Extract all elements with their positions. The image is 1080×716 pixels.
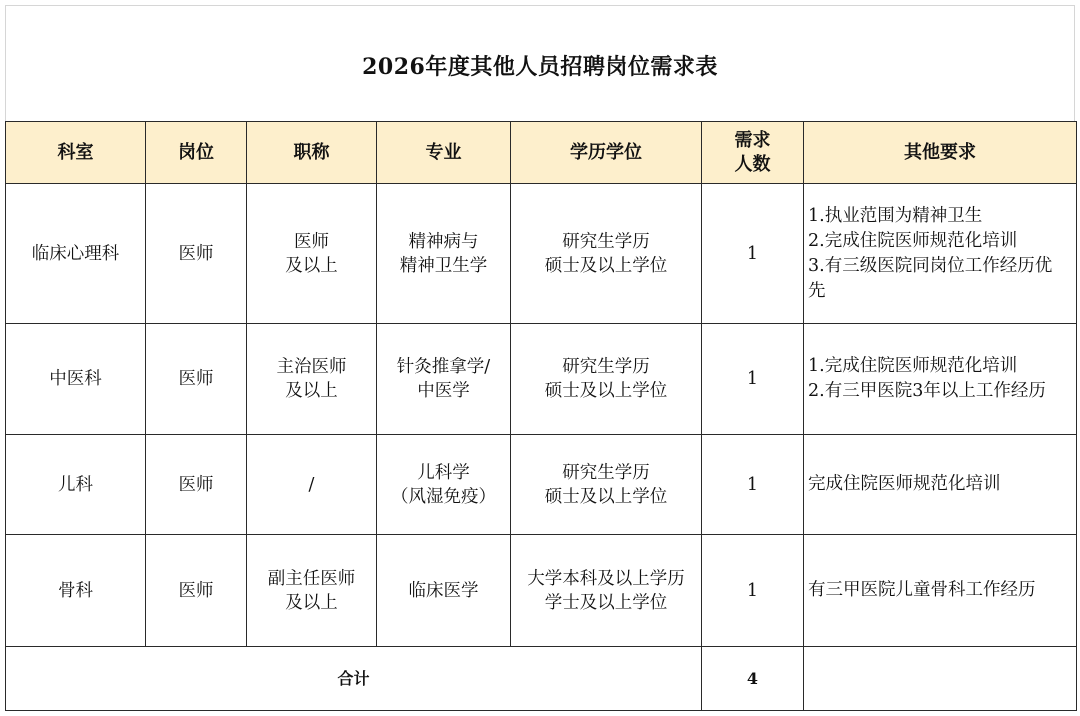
cell-other-line: 1.完成住院医师规范化培训 [808, 356, 1018, 376]
table-row [6, 324, 1077, 435]
cell-major-line: （风湿免疫） [391, 486, 496, 507]
cell-education-line: 硕士及以上学位 [544, 255, 668, 276]
header-rank: 职称 [247, 122, 377, 184]
cell-education-line: 大学本科及以上学历 [527, 568, 685, 589]
cell-other [804, 184, 1077, 324]
cell-major-line: 精神病与 [408, 231, 479, 252]
cell-rank-line: 及以上 [285, 255, 338, 276]
cell-education-line: 硕士及以上学位 [544, 486, 668, 507]
cell-major-line: 精神卫生学 [399, 255, 488, 276]
cell-rank-line: 副主任医师 [267, 568, 356, 589]
cell-major-line: 临床医学 [408, 580, 479, 601]
cell-rank-line: / [308, 474, 315, 495]
header-count-line2: 人数 [734, 153, 771, 175]
cell-rank [247, 324, 377, 435]
cell-count: 1 [702, 435, 804, 535]
cell-other-line: 2.完成住院医师规范化培训 [808, 230, 1018, 251]
header-major: 专业 [377, 122, 511, 184]
total-empty-cell [804, 647, 1077, 711]
cell-count: 1 [702, 535, 804, 647]
page-title: 2026年度其他人员招聘岗位需求表 [362, 54, 718, 80]
header-education: 学历学位 [511, 122, 702, 184]
total-row [6, 647, 1077, 711]
cell-post: 医师 [146, 535, 247, 647]
table-row [6, 184, 1077, 324]
cell-education-line: 研究生学历 [562, 357, 650, 377]
cell-count: 1 [702, 184, 804, 324]
cell-major [377, 535, 511, 647]
cell-post: 医师 [146, 324, 247, 435]
title-area [5, 5, 1075, 121]
cell-post: 医师 [146, 435, 247, 535]
cell-education-line: 研究生学历 [562, 231, 650, 252]
cell-other [804, 324, 1077, 435]
cell-rank [247, 184, 377, 324]
cell-dept: 临床心理科 [6, 184, 146, 324]
cell-other [804, 535, 1077, 647]
cell-major [377, 324, 511, 435]
total-label: 合计 [6, 647, 702, 711]
table-row [6, 435, 1077, 535]
cell-major [377, 435, 511, 535]
header-count [702, 122, 804, 184]
cell-count: 1 [702, 324, 804, 435]
cell-other-line: 2.有三甲医院3年以上工作经历 [808, 381, 1046, 401]
recruitment-table [5, 121, 1077, 711]
header-count-line1: 需求 [734, 129, 771, 151]
cell-dept: 儿科 [6, 435, 146, 535]
header-dept: 科室 [6, 122, 146, 184]
cell-education-line: 研究生学历 [562, 462, 650, 483]
cell-major [377, 184, 511, 324]
cell-rank [247, 435, 377, 535]
cell-post: 医师 [146, 184, 247, 324]
cell-major-line: 儿科学 [417, 462, 470, 483]
cell-major-line: 针灸推拿学/ [396, 357, 491, 377]
cell-education-line: 学士及以上学位 [544, 592, 668, 613]
cell-major-line: 中医学 [417, 381, 470, 401]
cell-other-line: 完成住院医师规范化培训 [808, 474, 1001, 494]
cell-education [511, 435, 702, 535]
cell-other [804, 435, 1077, 535]
total-value: 4 [702, 647, 804, 711]
cell-other-line: 3.有三级医院同岗位工作经历优 [808, 255, 1053, 276]
cell-education-line: 硕士及以上学位 [544, 381, 668, 401]
cell-other-line: 先 [808, 280, 826, 301]
cell-education [511, 324, 702, 435]
cell-other-line: 1.执业范围为精神卫生 [808, 205, 983, 226]
cell-education [511, 535, 702, 647]
header-other: 其他要求 [804, 122, 1077, 184]
cell-other-line: 有三甲医院儿童骨科工作经历 [808, 580, 1036, 600]
header-post: 岗位 [146, 122, 247, 184]
cell-rank-line: 及以上 [285, 381, 338, 401]
cell-dept: 骨科 [6, 535, 146, 647]
header-row [6, 122, 1077, 184]
cell-rank [247, 535, 377, 647]
table-row [6, 535, 1077, 647]
cell-education [511, 184, 702, 324]
cell-rank-line: 主治医师 [276, 357, 347, 377]
cell-dept: 中医科 [6, 324, 146, 435]
cell-rank-line: 及以上 [285, 592, 338, 613]
cell-rank-line: 医师 [294, 231, 329, 252]
